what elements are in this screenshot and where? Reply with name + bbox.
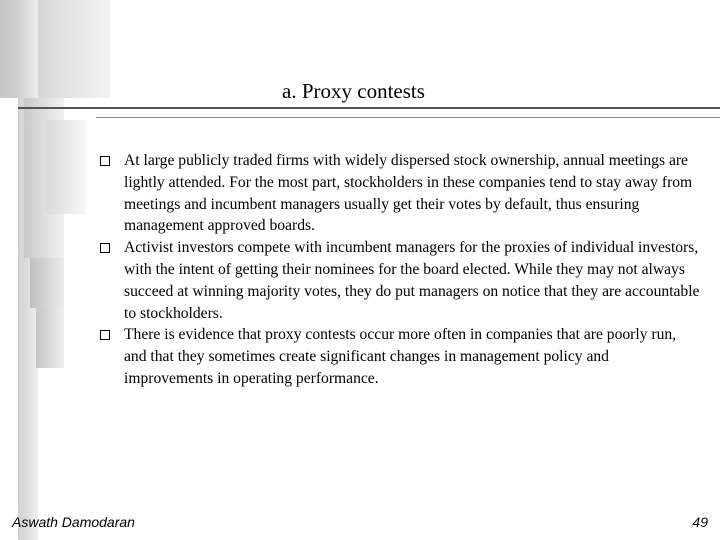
bullet-text: Activist investors compete with incumbent managers for the proxies of individual investors, with the intent of getting their nominees for the board elected. While they may not always succeed at winning majority votes, they do put managers on notice that they are accountable to stockholders. [124, 239, 700, 322]
bullet-list [100, 150, 700, 390]
decor-bar [0, 0, 110, 98]
footer-author: Aswath Damodaran [12, 514, 135, 530]
bullet-text: At large publicly traded firms with widely dispersed stock ownership, annual meetings are lightly attended. For the most part, stockholders in these companies tend to stay away from meetings and incumbent managers usually get their votes by default, thus ensuring management approved boards. [124, 152, 693, 235]
bullet-item [100, 324, 700, 389]
bullet-item [100, 237, 700, 324]
decor-bar [46, 120, 86, 214]
checkbox-bullet-icon [100, 330, 110, 340]
checkbox-bullet-icon [100, 243, 110, 253]
bullet-item [100, 150, 700, 237]
decor-bar [30, 258, 64, 308]
slide-title: a. Proxy contests [282, 79, 425, 103]
checkbox-bullet-icon [100, 156, 110, 166]
bullet-text: There is evidence that proxy contests occur more often in companies that are poorly run, and that they sometimes create significant changes in management policy and improvements in operating performance. [124, 326, 677, 387]
title-divider-shadow [96, 117, 720, 118]
page-number: 49 [692, 514, 708, 530]
decor-bar [36, 308, 64, 368]
title-divider [18, 107, 720, 109]
